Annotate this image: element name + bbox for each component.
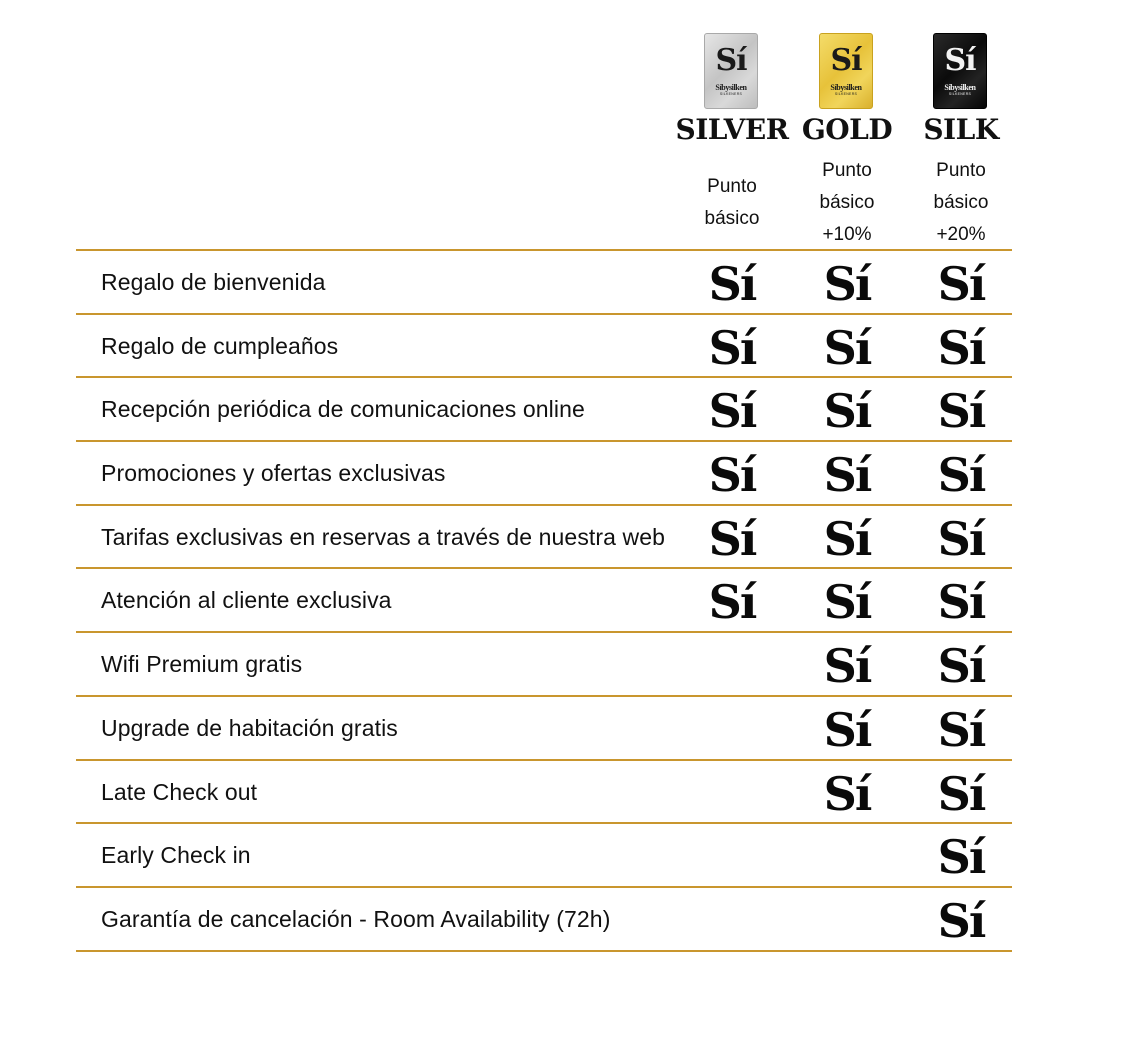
- card-brand: Síbysilken: [830, 83, 862, 92]
- gold-check: Sí: [823, 702, 871, 757]
- silver-check: [674, 894, 790, 948]
- silver-check: Sí: [708, 448, 756, 503]
- benefit-row: [76, 251, 1012, 315]
- benefit-label: Promociones y ofertas exclusivas: [101, 460, 446, 487]
- tier-header-silk: [903, 0, 1019, 250]
- tier-header-gold: [789, 0, 905, 250]
- tier-desc-line: básico: [704, 208, 760, 229]
- card-brand: Síbysilken: [944, 83, 976, 92]
- benefit-row: [76, 378, 1012, 442]
- benefit-row: [76, 888, 1012, 952]
- tier-desc-line: +10%: [822, 224, 872, 245]
- card-brand-sub: SILKENERS: [719, 92, 743, 96]
- silk-check: Sí: [937, 384, 985, 439]
- silver-check: Sí: [708, 257, 756, 311]
- card-mark: Sí: [944, 43, 976, 78]
- benefit-row: [76, 824, 1012, 888]
- benefit-row: [76, 633, 1012, 697]
- silver-check: [674, 830, 790, 884]
- benefit-label: Late Check out: [101, 778, 258, 805]
- silver-check: [674, 767, 790, 821]
- tier-desc-line: básico: [933, 192, 989, 213]
- card-brand: Síbysilken: [715, 83, 747, 92]
- tier-header-silver: [674, 0, 790, 250]
- tier-desc-line: Punto: [936, 160, 986, 181]
- silk-check: Sí: [937, 893, 985, 948]
- silk-check: Sí: [937, 320, 985, 375]
- gold-check: Sí: [823, 639, 871, 694]
- silver-check: [674, 639, 790, 693]
- silk-check: Sí: [937, 830, 985, 885]
- gold-check: Sí: [823, 575, 871, 630]
- gold-check: [789, 830, 905, 884]
- card-mark: Sí: [715, 43, 747, 78]
- silver-check: Sí: [708, 320, 756, 375]
- tier-name-gold: GOLD: [801, 113, 893, 146]
- tier-desc-gold: [789, 155, 905, 251]
- gold-check: Sí: [823, 766, 871, 821]
- benefit-label: Regalo de cumpleaños: [101, 332, 339, 359]
- gold-check: Sí: [823, 257, 871, 311]
- gold-check: Sí: [823, 511, 871, 566]
- benefit-row: [76, 442, 1012, 506]
- silk-check: Sí: [937, 448, 985, 503]
- benefit-label: Upgrade de habitación gratis: [101, 714, 398, 741]
- silk-check: Sí: [937, 511, 985, 566]
- benefit-label: Atención al cliente exclusiva: [101, 587, 392, 614]
- benefit-label: Recepción periódica de comunicaciones online: [101, 396, 585, 423]
- silver-check: Sí: [708, 511, 756, 566]
- benefits-table: [76, 249, 1012, 952]
- benefit-label: Regalo de bienvenida: [101, 269, 326, 295]
- silk-check: Sí: [937, 639, 985, 694]
- gold-check: [789, 894, 905, 948]
- silk-check: Sí: [937, 575, 985, 630]
- silver-check: Sí: [708, 575, 756, 630]
- tier-desc-line: Punto: [707, 176, 757, 197]
- tier-desc-line: +20%: [936, 224, 986, 245]
- card-brand-sub: SILKENERS: [948, 92, 972, 96]
- gold-card-logo: [819, 33, 873, 109]
- benefit-label: Wifi Premium gratis: [101, 651, 303, 678]
- benefit-row: [76, 697, 1012, 761]
- silk-card-logo: [933, 33, 987, 109]
- silver-check: [674, 703, 790, 757]
- benefit-label: Tarifas exclusivas en reservas a través de nuestra web: [101, 523, 666, 550]
- silver-card-logo: [704, 33, 758, 109]
- benefit-row: [76, 569, 1012, 633]
- benefit-row: [76, 761, 1012, 825]
- silk-check: Sí: [937, 766, 985, 821]
- tier-desc-silk: [903, 155, 1019, 251]
- tier-name-silk: SILK: [923, 113, 999, 146]
- benefit-row: [76, 506, 1012, 570]
- benefit-label: Garantía de cancelación - Room Availability (72h): [101, 905, 611, 932]
- card-mark: Sí: [830, 43, 862, 78]
- silk-check: Sí: [937, 702, 985, 757]
- tier-desc-line: Punto: [822, 160, 872, 181]
- silk-check: Sí: [937, 257, 985, 311]
- tier-desc-line: básico: [819, 192, 875, 213]
- benefit-row: [76, 315, 1012, 379]
- gold-check: Sí: [823, 384, 871, 439]
- tier-desc-silver: [674, 171, 790, 235]
- card-brand-sub: SILKENERS: [834, 92, 858, 96]
- benefit-label: Early Check in: [101, 842, 251, 869]
- tier-name-silver: SILVER: [675, 113, 789, 146]
- silver-check: Sí: [708, 384, 756, 439]
- gold-check: Sí: [823, 448, 871, 503]
- gold-check: Sí: [823, 320, 871, 375]
